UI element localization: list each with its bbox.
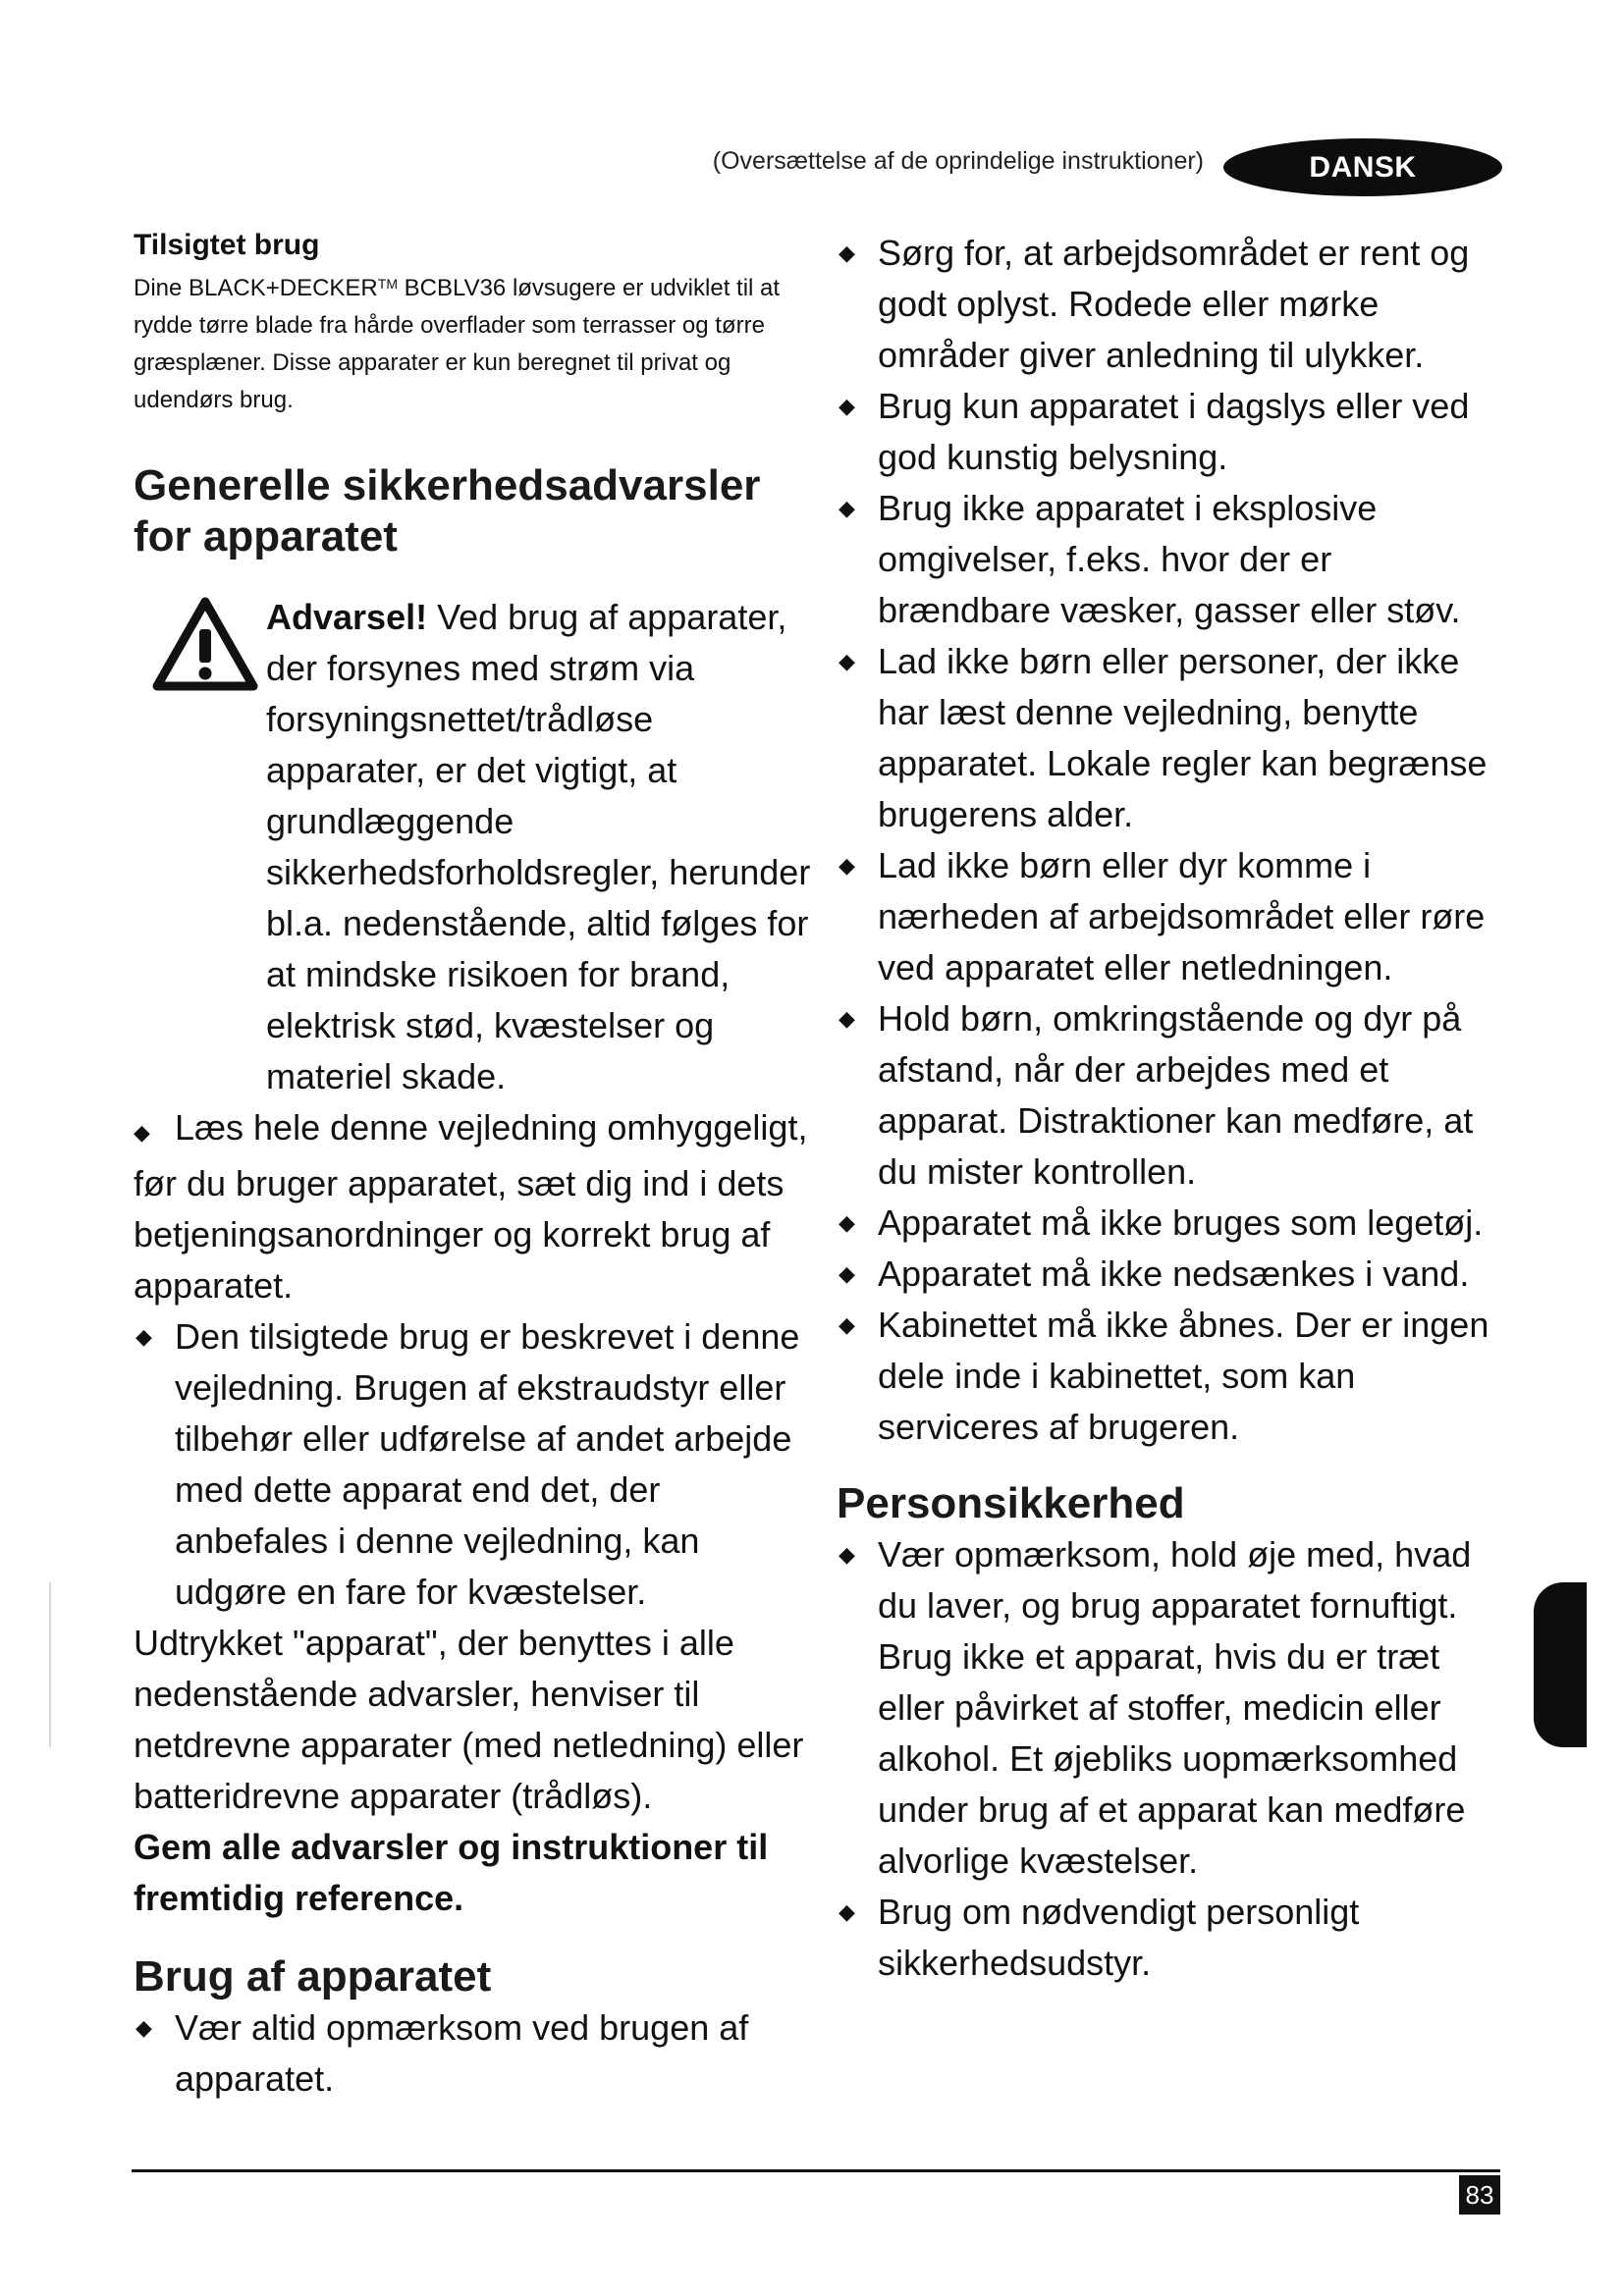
personal-safety-title: Personsikkerhed xyxy=(837,1479,1185,1527)
usage-bullet: Sørg for, at arbejdsområdet er rent og godt oplyst. Rodede eller mørke områder giver anledning til ulykker. xyxy=(878,233,1470,375)
save-note: Gem alle advarsler og instruktioner til fremtidig reference. xyxy=(134,1827,769,1918)
bullet-icon: ◆ xyxy=(839,394,855,418)
header-subtitle: (Oversættelse af de oprindelige instruktioner) xyxy=(712,147,1204,175)
list-item xyxy=(837,993,1514,1198)
general-warnings-title-line1: Generelle sikkerhedsadvarsler xyxy=(134,461,761,509)
warning-block xyxy=(134,592,811,1102)
bullet-icon: ◆ xyxy=(839,1312,855,1337)
usage-bullet: Lad ikke børn eller personer, der ikke har læst denne vejledning, benytte apparatet. Lokale regler kan begrænse brugerens alder. xyxy=(878,641,1488,834)
usage-title: Brug af apparatet xyxy=(134,1952,492,2001)
right-column xyxy=(837,228,1514,1989)
intended-use-text-b: BCBLV36 løvsugere er udviklet til at rydde tørre blade fra hårde overflader som terrasser og tørre græsplæner. Disse apparater er kun beregnet til privat og udendørs brug. xyxy=(134,275,781,413)
warning-paragraph xyxy=(266,592,811,1102)
usage-bullet: Brug ikke apparatet i eksplosive omgivelser, f.eks. hvor der er brændbare væsker, gasser eller støv. xyxy=(878,488,1461,630)
term-note: Udtrykket "apparat", der benyttes i alle nedenstående advarsler, henviser til netdrevne apparater (med netledning) eller batteridrevne apparater (trådløs). xyxy=(134,1623,804,1816)
bullet-icon: ◆ xyxy=(134,1120,150,1145)
list-item xyxy=(837,1198,1514,1249)
left-column xyxy=(134,228,811,2105)
list-item xyxy=(837,483,1514,636)
language-badge: DANSK xyxy=(1223,138,1502,196)
list-item xyxy=(837,1249,1514,1300)
general-bullet-2: Den tilsigtede brug er beskrevet i denne vejledning. Brugen af ekstraudstyr eller tilbehør eller udførelse af andet arbejde med dette apparat end det, der anbefales i denne vejledning, kan udgøre en fare for kvæstelser. xyxy=(175,1316,800,1612)
list-item xyxy=(837,840,1514,993)
footer-rule xyxy=(132,2169,1500,2172)
list-item xyxy=(134,1311,811,1618)
bullet-icon: ◆ xyxy=(839,1006,855,1031)
usage-bullet: Lad ikke børn eller dyr komme i nærheden af arbejdsområdet eller røre ved apparatet eller netledningen. xyxy=(878,845,1486,988)
usage-bullet: Kabinettet må ikke åbnes. Der er ingen dele inde i kabinettet, som kan serviceres af brugeren. xyxy=(878,1305,1489,1447)
list-item xyxy=(837,1887,1514,1989)
list-item xyxy=(837,1300,1514,1453)
bullet-icon: ◆ xyxy=(135,2015,152,2040)
personal-safety-bullet: Vær opmærksom, hold øje med, hvad du laver, og brug apparatet fornuftigt. Brug ikke et apparat, hvis du er træt eller påvirket af stoffer, medicin eller alkohol. Et øjebliks uopmærksomhed under brug af et apparat kan medføre alvorlige kvæstelser. xyxy=(878,1534,1472,1881)
general-warnings-title-line2: for apparatet xyxy=(134,512,398,561)
general-warnings-title xyxy=(134,460,811,562)
trademark-mark: TM xyxy=(377,276,398,292)
bullet-icon: ◆ xyxy=(839,1899,855,1924)
list-item xyxy=(134,1102,811,1311)
usage-bullet: Hold børn, omkringstående og dyr på afstand, når der arbejdes med et apparat. Distraktioner kan medføre, at du mister kontrollen. xyxy=(878,998,1474,1192)
bullet-icon: ◆ xyxy=(839,496,855,520)
list-item xyxy=(837,381,1514,483)
warning-text: Ved brug af apparater, der forsynes med strøm via forsyningsnettet/trådløse apparater, er det vigtigt, at grundlæggende sikkerhedsforholdsregler, herunder bl.a. nedenstående, altid følges for at mindske risikoen for brand, elektrisk stød, kvæstelser og materiel skade. xyxy=(266,597,811,1096)
section-thumb-tab xyxy=(1534,1582,1587,1747)
usage-bullet: Apparatet må ikke nedsænkes i vand. xyxy=(878,1254,1470,1294)
general-bullet-1: Læs hele denne vejledning omhyggeligt, før du bruger apparatet, sæt dig ind i dets betjeningsanordninger og korrekt brug af apparatet. xyxy=(134,1107,808,1306)
intended-use-text-a: Dine BLACK+DECKER xyxy=(134,275,378,301)
page-number: 83 xyxy=(1459,2175,1500,2215)
list-item xyxy=(837,228,1514,381)
bullet-icon: ◆ xyxy=(839,1542,855,1567)
usage-bullet: Apparatet må ikke bruges som legetøj. xyxy=(878,1202,1484,1243)
list-item xyxy=(837,1529,1514,1887)
usage-bullet: Brug kun apparatet i dagslys eller ved god kunstig belysning. xyxy=(878,386,1470,477)
personal-safety-bullet: Brug om nødvendigt personligt sikkerhedsudstyr. xyxy=(878,1892,1360,1983)
bullet-icon: ◆ xyxy=(839,853,855,878)
margin-line xyxy=(49,1582,51,1747)
warning-triangle-icon xyxy=(151,596,259,692)
intended-use-text xyxy=(134,265,811,419)
list-item xyxy=(134,2002,811,2105)
warning-label: Advarsel! xyxy=(266,597,428,637)
intended-use-title: Tilsigtet brug xyxy=(134,229,320,261)
bullet-icon: ◆ xyxy=(839,1210,855,1235)
bullet-icon: ◆ xyxy=(839,649,855,673)
list-item xyxy=(837,636,1514,840)
usage-bullet-1: Vær altid opmærksom ved brugen af apparatet. xyxy=(175,2007,749,2099)
bullet-icon: ◆ xyxy=(135,1324,152,1349)
bullet-icon: ◆ xyxy=(839,240,855,265)
bullet-icon: ◆ xyxy=(839,1261,855,1286)
